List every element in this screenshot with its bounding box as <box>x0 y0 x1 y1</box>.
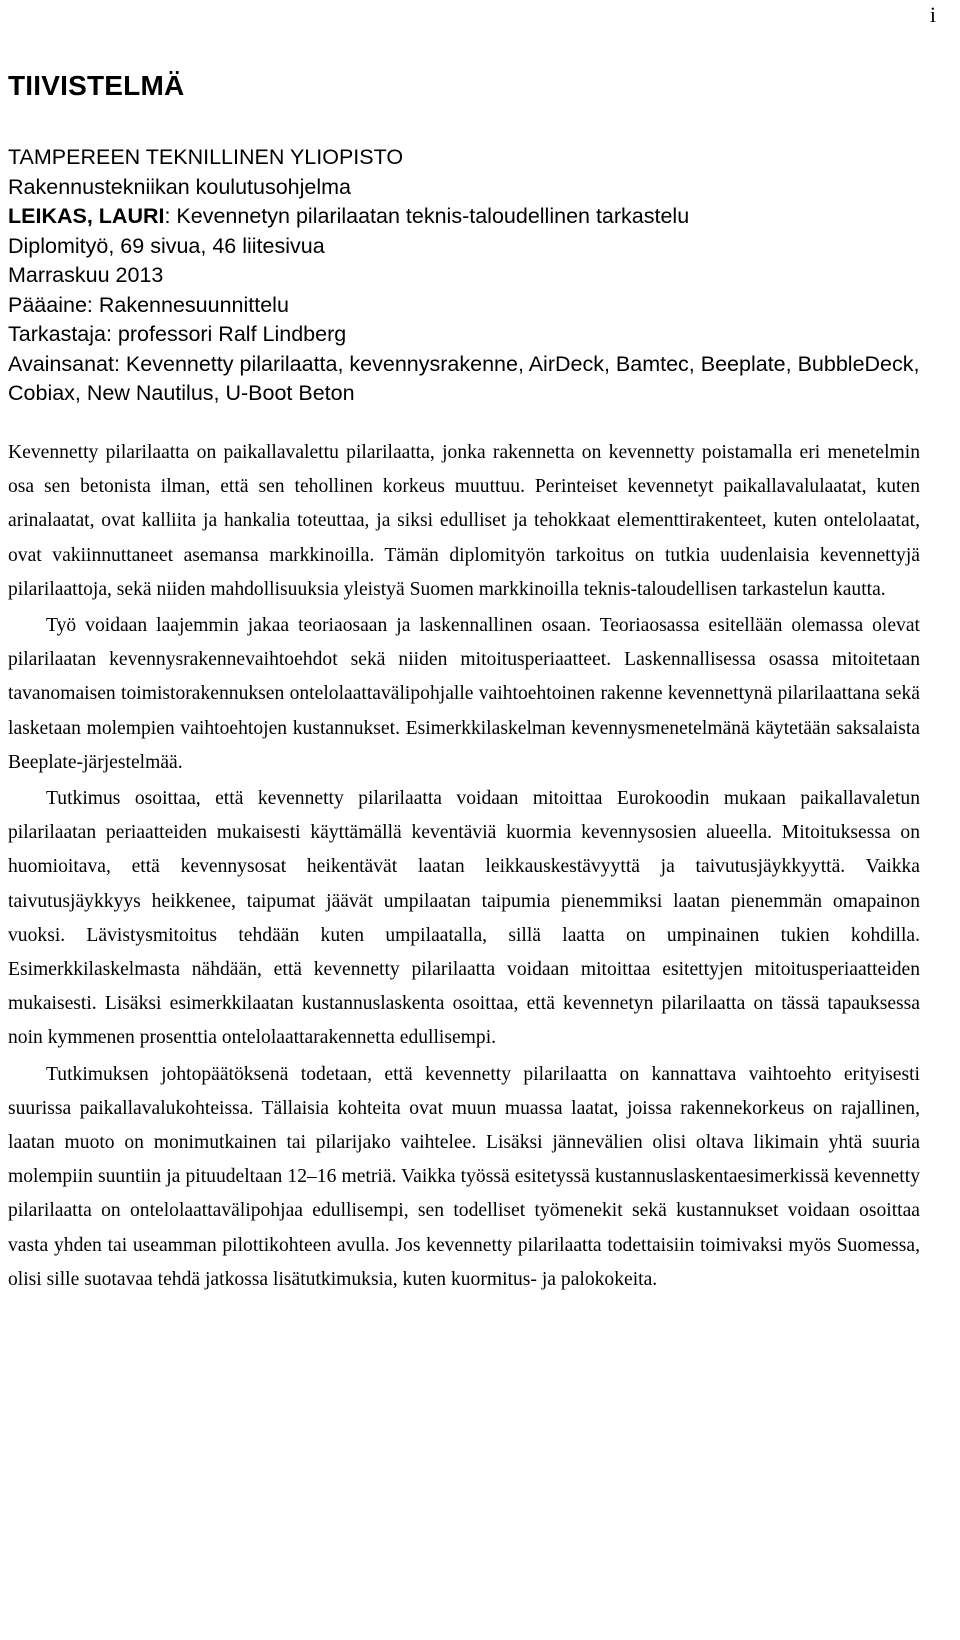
abstract-paragraph-4: Tutkimuksen johtopäätöksenä todetaan, että kevennetty pilarilaatta on kannattava vaihtoehto erityisesti suurissa paikallavalukohteissa. Tällaisia kohteita ovat muun muassa laatat, joissa rakennekorkeus on rajallinen, laatan muoto on monimutkainen tai pilarijako vaihtelee. Lisäksi jännevälien olisi oltava likimain yhtä suuria molempiin suuntiin ja pituudeltaan 12–16 metriä. Vaikka työssä esitetyssä kustannuslaskentaesimerkissä kevennetty pilarilaatta on ontelolaattavälipohjaa edullisempi, sen todelliset työmenekit sekä kustannukset voidaan osoittaa vasta yhden tai useamman pilottikohteen avulla. Jos kevennetty pilarilaatta todettaisiin toimivaksi myös Suomessa, olisi sille suotavaa tehdä jatkossa lisätutkimuksia, kuten kuormitus- ja palokokeita. <box>8 1063 920 1290</box>
page-title: TIIVISTELMÄ <box>8 70 185 101</box>
keywords: Avainsanat: Kevennetty pilarilaatta, kevennysrakenne, AirDeck, Bamtec, Beeplate, BubbleDeck, Cobiax, New Nautilus, U-Boot Beton <box>8 351 920 405</box>
abstract-paragraph-3: Tutkimus osoittaa, että kevennetty pilarilaatta voidaan mitoittaa Eurokoodin mukaan paikallavaletun pilarilaatan periaatteiden mukaisesti käyttämällä keventäviä kuormia kevennysosien alueella. Mitoituksessa on huomioitava, että kevennysosat heikentävät laatan leikkauskestävyyttä ja taivutusjäykkyyttä. Vaikka taivutusjäykkyys heikkenee, taipumat jäävät umpilaatan taipumia pienemmiksi laatan pienemmän omapainon vuoksi. Lävistysmitoitus tehdään kuten umpilaatalla, sillä laatta on umpinainen tukien kohdilla. Esimerkkilaskelmasta nähdään, että kevennetty pilarilaatta voidaan mitoittaa esitettyjen mitoitusperiaatteiden mukaisesti. Lisäksi esimerkkilaatan kustannuslaskenta osoittaa, että kevennetyn pilarilaatta on tässä tapauksessa noin kymmenen prosenttia ontelolaattarakennetta edullisempi. <box>8 788 920 1049</box>
thesis-title: : Kevennetyn pilarilaatan teknis-taloudellinen tarkastelu <box>164 204 690 228</box>
author-and-title-line <box>8 202 920 232</box>
page-number: i <box>929 2 936 27</box>
thesis-type: Diplomityö, 69 sivua, 46 liitesivua <box>8 233 325 258</box>
thesis-metadata <box>8 143 920 409</box>
abstract-paragraph-1: Kevennetty pilarilaatta on paikallavalettu pilarilaatta, jonka rakennetta on kevennetty poistamalla eri menetelmin osa sen betonista ilman, että sen tehollinen korkeus muuttuu. Perinteiset kevennetyt paikallavalulaatat, kuten arinalaatat, ovat kalliita ja hankalia toteuttaa, ja siksi edulliset ja tehokkaat elementtirakenteet, kuten ontelolaatat, ovat vakiinnuttaneet asemansa markkinoilla. Tämän diplomityön tarkoitus on tutkia uudenlaisia kevennettyjä pilarilaattoja, sekä niiden mahdollisuuksia yleistyä Suomen markkinoilla teknis-taloudellisen tarkastelun kautta. <box>8 442 920 600</box>
major-subject: Pääaine: Rakennesuunnittelu <box>8 292 289 317</box>
university-name: TAMPEREEN TEKNILLINEN YLIOPISTO <box>8 145 404 169</box>
publication-date: Marraskuu 2013 <box>8 263 164 287</box>
degree-programme: Rakennustekniikan koulutusohjelma <box>8 174 352 199</box>
abstract-body <box>8 436 920 1297</box>
abstract-paragraph-2: Työ voidaan laajemmin jakaa teoriaosaan ja laskennallinen osaan. Teoriaosassa esitellään olemassa olevat pilarilaatan kevennysrakennevaihtoehdot sekä niiden mitoitusperiaatteet. Laskennallisessa osassa mitoitetaan tavanomaisen toimistorakennuksen ontelolaattavälipohjalle vaihtoehtoinen rakenne kevennettynä pilarilaattana sekä lasketaan molempien vaihtoehtojen kustannukset. Esimerkkilaskelman kevennysmenetelmänä käytetään saksalaista Beeplate-järjestelmää. <box>8 615 920 773</box>
author-name: LEIKAS, LAURI <box>8 204 165 228</box>
examiner: Tarkastaja: professori Ralf Lindberg <box>8 322 347 346</box>
